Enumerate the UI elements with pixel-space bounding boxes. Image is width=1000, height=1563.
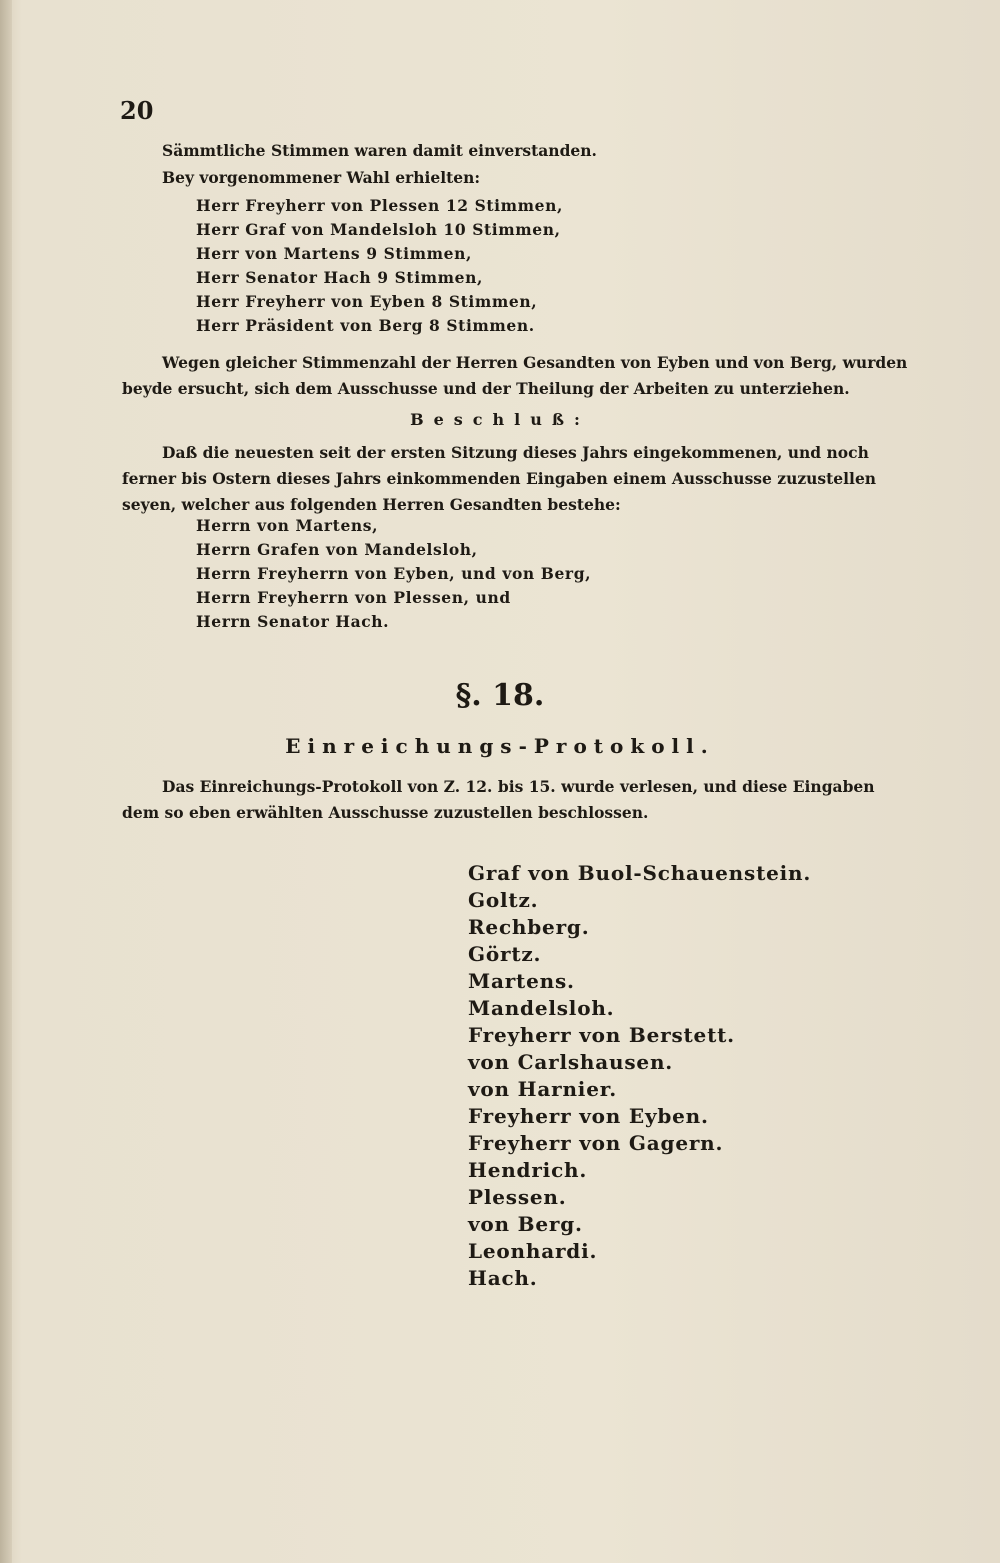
- vote-result-item: Herr von Martens 9 Stimmen,: [196, 244, 472, 263]
- paragraph-protocol: Das Einreichungs-Protokoll von Z. 12. bis 15. wurde verlesen, und diese Eingaben dem so eben erwählten Ausschusse zuzustellen beschlossen.: [122, 777, 875, 822]
- signature-item: Hach.: [468, 1266, 538, 1290]
- vote-results-list: [196, 194, 563, 338]
- resolution-heading: Beschluß:: [410, 410, 590, 429]
- signature-item: Rechberg.: [468, 915, 590, 939]
- paragraph-tie: Wegen gleicher Stimmenzahl der Herren Gesandten von Eyben und von Berg, wurden beyde ersucht, sich dem Ausschusse und der Theilung der Arbeiten zu unterziehen.: [122, 353, 908, 398]
- signature-item: Leonhardi.: [468, 1239, 598, 1263]
- signature-item: Hendrich.: [468, 1158, 588, 1182]
- committee-member-item: Herrn Freyherrn von Plessen, und: [196, 588, 511, 607]
- vote-result-item: Herr Freyherr von Eyben 8 Stimmen,: [196, 292, 538, 311]
- vote-result-item: Herr Senator Hach 9 Stimmen,: [196, 268, 484, 287]
- paragraph-consent: Sämmtliche Stimmen waren damit einverstanden.: [162, 141, 597, 160]
- committee-member-item: Herrn von Martens,: [196, 516, 379, 535]
- signature-item: Goltz.: [468, 888, 539, 912]
- signature-item: Freyherr von Eyben.: [468, 1104, 709, 1128]
- signature-item: Mandelsloh.: [468, 996, 615, 1020]
- signature-item: von Carlshausen.: [468, 1050, 674, 1074]
- signature-item: Graf von Buol-Schauenstein.: [468, 861, 812, 885]
- signature-item: Freyherr von Gagern.: [468, 1131, 724, 1155]
- committee-member-item: Herrn Grafen von Mandelsloh,: [196, 540, 478, 559]
- signature-item: Freyherr von Berstett.: [468, 1023, 735, 1047]
- signature-item: Martens.: [468, 969, 575, 993]
- page-spine-shadow: [0, 0, 12, 1563]
- section-title: Einreichungs-Protokoll.: [285, 734, 715, 758]
- signature-item: von Berg.: [468, 1212, 583, 1236]
- vote-result-item: Herr Graf von Mandelsloh 10 Stimmen,: [196, 220, 561, 239]
- paragraph-resolution: Daß die neuesten seit der ersten Sitzung dieses Jahrs eingekommenen, und noch ferner bis Ostern dieses Jahrs einkommenden Eingaben einem Ausschusse zuzustellen seyen, welcher aus folgenden Herren Gesandten bestehe:: [122, 443, 877, 514]
- signature-item: Plessen.: [468, 1185, 567, 1209]
- vote-result-item: Herr Präsident von Berg 8 Stimmen.: [196, 316, 535, 335]
- signature-item: von Harnier.: [468, 1077, 617, 1101]
- paragraph-vote-intro: Bey vorgenommener Wahl erhielten:: [162, 168, 481, 187]
- committee-member-item: Herrn Senator Hach.: [196, 612, 390, 631]
- signature-item: Görtz.: [468, 942, 542, 966]
- committee-member-item: Herrn Freyherrn von Eyben, und von Berg,: [196, 564, 592, 583]
- vote-result-item: Herr Freyherr von Plessen 12 Stimmen,: [196, 196, 563, 215]
- page-number: 20: [120, 96, 154, 125]
- committee-members-list: [196, 514, 591, 634]
- section-number: §. 18.: [455, 678, 545, 713]
- signatures-list: [468, 860, 811, 1292]
